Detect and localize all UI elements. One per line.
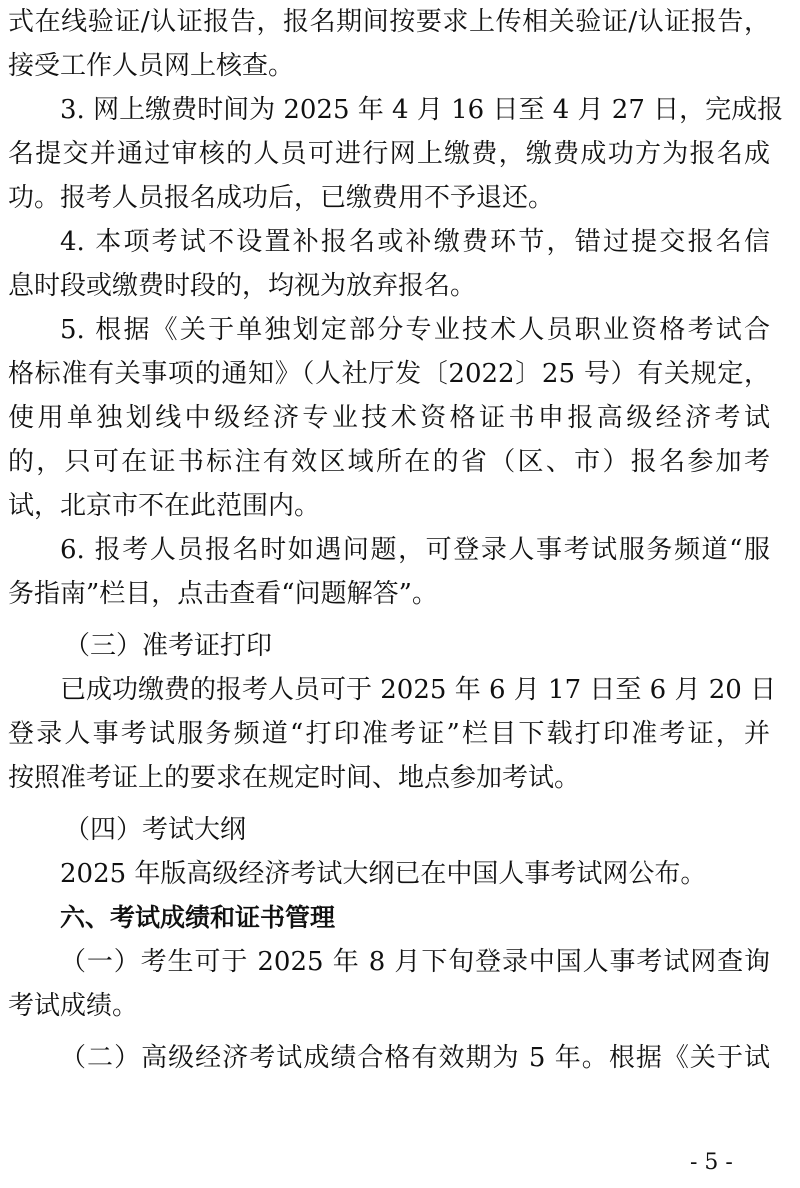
text-line: 按照准考证上的要求在规定时间、地点参加考试。 (8, 763, 581, 793)
subsection-heading: （四）考试大纲 (64, 815, 247, 845)
text-line: 6. 报考人员报名时如遇问题，可登录人事考试服务频道“服 (60, 535, 770, 565)
text-line: 名提交并通过审核的人员可进行网上缴费，缴费成功方为报名成 (8, 139, 770, 169)
text-line: 息时段或缴费时段的，均视为放弃报名。 (8, 271, 477, 301)
text-line: （一）考生可于 2025 年 8 月下旬登录中国人事考试网查询 (60, 947, 770, 977)
text-line: 4. 本项考试不设置补报名或补缴费环节，错过提交报名信 (60, 227, 770, 257)
section-heading: 六、考试成绩和证书管理 (60, 903, 336, 932)
text-line: 5. 根据《关于单独划定部分专业技术人员职业资格考试合 (60, 315, 770, 345)
text-line: 已成功缴费的报考人员可于 2025 年 6 月 17 日至 6 月 20 日 (60, 675, 777, 705)
text-line: 接受工作人员网上核查。 (8, 51, 295, 81)
text-line: 务指南”栏目，点击查看“问题解答”。 (8, 579, 438, 609)
page-number: - 5 - (690, 1150, 733, 1175)
text-line: 2025 年版高级经济考试大纲已在中国人事考试网公布。 (60, 859, 707, 889)
text-line: 考试成绩。 (8, 991, 139, 1021)
subsection-heading: （三）准考证打印 (64, 631, 273, 661)
text-line: 使用单独划线中级经济专业技术资格证书申报高级经济考试 (8, 403, 770, 433)
text-line: 功。报考人员报名成功后，已缴费用不予退还。 (8, 183, 555, 213)
text-line: 试，北京市不在此范围内。 (8, 491, 321, 521)
text-line: 的，只可在证书标注有效区域所在的省（区、市）报名参加考 (8, 447, 770, 477)
text-line: （二）高级经济考试成绩合格有效期为 5 年。根据《关于试 (60, 1043, 770, 1073)
text-line: 格标准有关事项的通知》（人社厅发〔2022〕25 号）有关规定， (8, 359, 770, 389)
text-line: 式在线验证/认证报告，报名期间按要求上传相关验证/认证报告， (8, 7, 770, 37)
text-line: 登录人事考试服务频道“打印准考证”栏目下载打印准考证，并 (8, 719, 770, 749)
text-line: 3. 网上缴费时间为 2025 年 4 月 16 日至 4 月 27 日，完成报 (60, 95, 784, 125)
